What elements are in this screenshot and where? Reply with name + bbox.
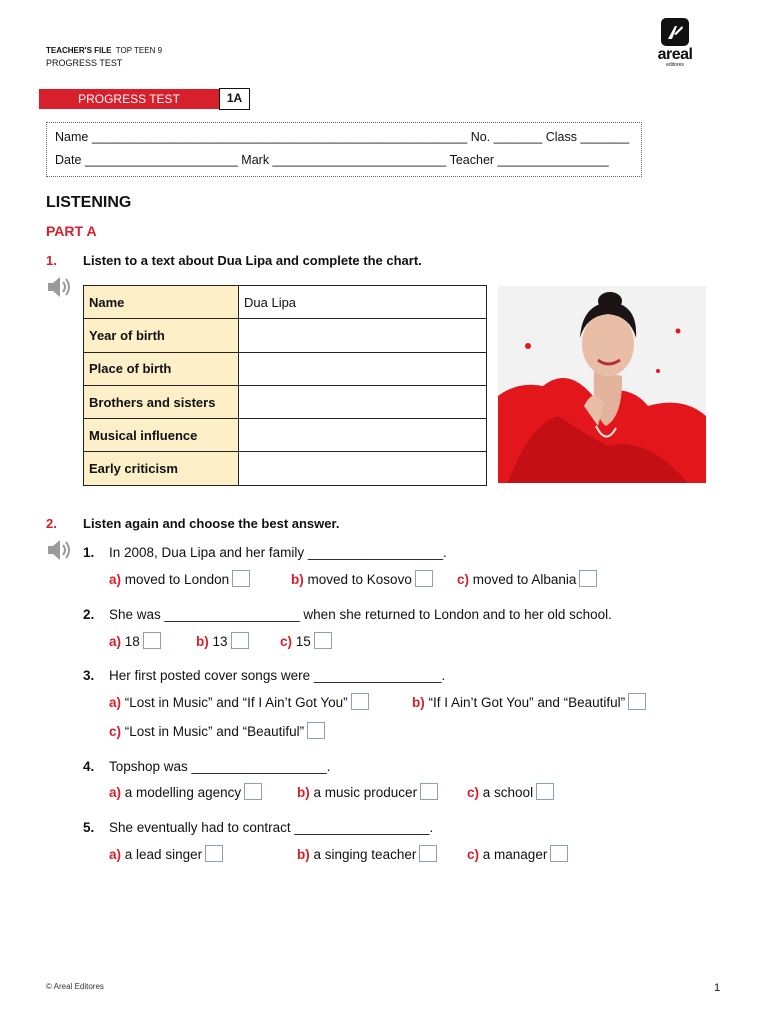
answer-checkbox[interactable] — [536, 783, 554, 800]
option-5a: a) a lead singer — [109, 845, 223, 862]
answer-checkbox[interactable] — [419, 845, 437, 862]
chart-label: Place of birth — [84, 352, 239, 385]
answer-checkbox[interactable] — [143, 632, 161, 649]
dua-lipa-photo — [498, 286, 706, 483]
item-stem: In 2008, Dua Lipa and her family __________________. — [109, 545, 447, 560]
mc-item-5 — [83, 820, 433, 835]
item-stem: Topshop was __________________. — [109, 759, 331, 774]
option-2c: c) 15 — [280, 632, 332, 649]
document-header — [46, 44, 162, 70]
answer-checkbox[interactable] — [415, 570, 433, 587]
option-3c: c) “Lost in Music” and “Beautiful” — [109, 722, 325, 739]
item-number: 5. — [83, 820, 95, 835]
item-number: 4. — [83, 759, 95, 774]
question-2-number: 2. — [46, 516, 57, 531]
option-2b: b) 13 — [196, 632, 249, 649]
option-3a: a) “Lost in Music” and “If I Ain’t Got You” — [109, 693, 369, 710]
option-5c: c) a manager — [467, 845, 568, 862]
table-row — [84, 286, 487, 319]
mc-item-4 — [83, 759, 330, 774]
dua-lipa-chart — [83, 285, 487, 486]
logo-brand: areal — [657, 46, 693, 63]
answer-checkbox[interactable] — [307, 722, 325, 739]
chart-answer-cell[interactable] — [239, 352, 487, 385]
chart-answer-cell[interactable] — [239, 419, 487, 452]
mc-item-1 — [83, 545, 447, 560]
chart-label: Brothers and sisters — [84, 385, 239, 418]
name-number-class-line[interactable]: Name ______________________________________________________ No. _______ Class _______ — [55, 130, 630, 144]
option-3b: b) “If I Ain’t Got You” and “Beautiful” — [412, 693, 646, 710]
chart-label: Musical influence — [84, 419, 239, 452]
option-2a: a) 18 — [109, 632, 161, 649]
answer-checkbox[interactable] — [244, 783, 262, 800]
item-number: 1. — [83, 545, 95, 560]
student-info-box — [46, 122, 642, 177]
audio-speaker-icon[interactable] — [46, 537, 76, 563]
answer-checkbox[interactable] — [231, 632, 249, 649]
option-4c: c) a school — [467, 783, 554, 800]
question-2-instruction: Listen again and choose the best answer. — [83, 516, 340, 531]
table-row — [84, 452, 487, 485]
audio-speaker-icon[interactable] — [46, 274, 76, 300]
option-1c: c) moved to Albania — [457, 570, 597, 587]
chart-answer-cell[interactable]: Dua Lipa — [239, 286, 487, 319]
item-number: 2. — [83, 607, 95, 622]
item-stem: She eventually had to contract __________________. — [109, 820, 434, 835]
answer-checkbox[interactable] — [205, 845, 223, 862]
answer-checkbox[interactable] — [314, 632, 332, 649]
section-title: LISTENING — [46, 194, 132, 211]
answer-checkbox[interactable] — [550, 845, 568, 862]
test-code: 1A — [219, 88, 250, 110]
logo-subtitle: editores — [666, 62, 684, 68]
option-1a: a) moved to London — [109, 570, 250, 587]
mc-item-3 — [83, 668, 445, 683]
item-number: 3. — [83, 668, 95, 683]
option-5b: b) a singing teacher — [297, 845, 437, 862]
header-subtitle: PROGRESS TEST — [46, 58, 123, 68]
answer-checkbox[interactable] — [628, 693, 646, 710]
table-row — [84, 385, 487, 418]
areal-logo-mark-icon — [661, 18, 689, 46]
table-row — [84, 419, 487, 452]
progress-test-badge: PROGRESS TEST — [39, 89, 219, 109]
areal-logo — [646, 18, 704, 68]
item-stem: She was __________________ when she returned to London and to her old school. — [109, 607, 612, 622]
answer-checkbox[interactable] — [351, 693, 369, 710]
date-mark-teacher-line[interactable]: Date ______________________ Mark _________________________ Teacher ________________ — [55, 153, 609, 167]
answer-checkbox[interactable] — [420, 783, 438, 800]
copyright: © Areal Editores — [46, 982, 104, 991]
question-1-number: 1. — [46, 253, 57, 268]
option-1b: b) moved to Kosovo — [291, 570, 433, 587]
answer-checkbox[interactable] — [232, 570, 250, 587]
option-4a: a) a modelling agency — [109, 783, 262, 800]
chart-label: Early criticism — [84, 452, 239, 485]
part-title: PART A — [46, 223, 97, 239]
table-row — [84, 319, 487, 352]
book-title: TOP TEEN 9 — [115, 46, 163, 55]
option-4b: b) a music producer — [297, 783, 438, 800]
answer-checkbox[interactable] — [579, 570, 597, 587]
mc-item-2 — [83, 607, 612, 622]
item-stem: Her first posted cover songs were _________________. — [109, 668, 446, 683]
table-row — [84, 352, 487, 385]
chart-label: Year of birth — [84, 319, 239, 352]
chart-answer-cell[interactable] — [239, 385, 487, 418]
chart-label: Name — [84, 286, 239, 319]
chart-answer-cell[interactable] — [239, 452, 487, 485]
question-1-instruction: Listen to a text about Dua Lipa and complete the chart. — [83, 253, 422, 268]
page-number: 1 — [714, 982, 721, 994]
chart-answer-cell[interactable] — [239, 319, 487, 352]
teachers-file-label: TEACHER'S FILE — [46, 46, 112, 55]
